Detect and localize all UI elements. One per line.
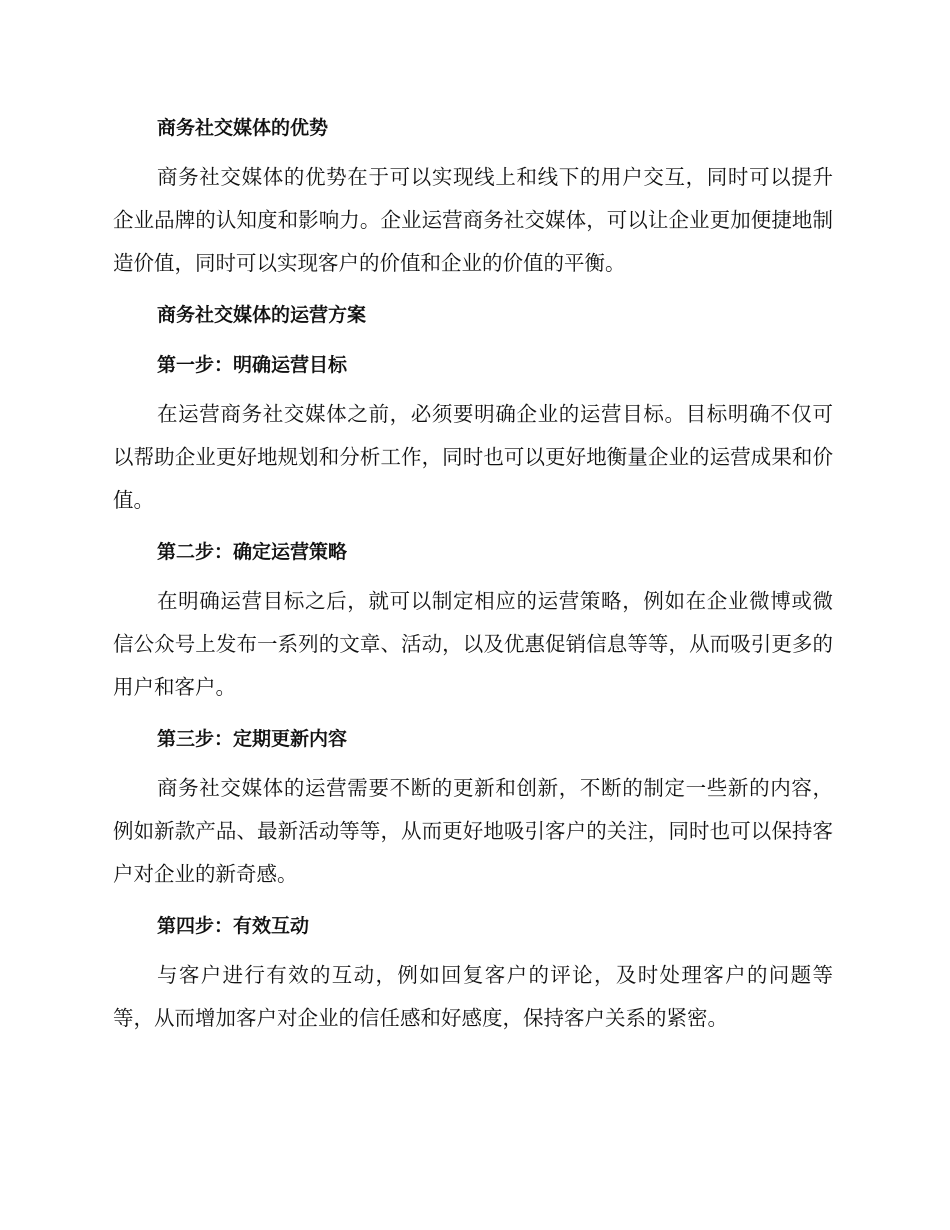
section-paragraph-step-one: 在运营商务社交媒体之前，必须要明确企业的运营目标。目标明确不仅可以帮助企业更好地规划和分析工作，同时也可以更好地衡量企业的运营成果和价值。 — [113, 402, 833, 512]
document-body — [113, 108, 833, 1044]
section-paragraph-advantages: 商务社交媒体的优势在于可以实现线上和线下的用户交互，同时可以提升企业品牌的认知度和影响力。企业运营商务社交媒体，可以让企业更加便捷地制造价值，同时可以实现客户的价值和企业的价值的平衡。 — [113, 165, 833, 275]
section-heading-step-three: 第三步：定期更新内容 — [157, 728, 348, 750]
section-heading-step-four: 第四步：有效互动 — [157, 915, 310, 937]
section-paragraph-step-three: 商务社交媒体的运营需要不断的更新和创新，不断的制定一些新的内容，例如新款产品、最新活动等等，从而更好地吸引客户的关注，同时也可以保持客户对企业的新奇感。 — [113, 776, 833, 886]
section-heading-advantages: 商务社交媒体的优势 — [157, 117, 329, 139]
section-heading-operation-plan: 商务社交媒体的运营方案 — [157, 304, 367, 326]
section-paragraph-step-four: 与客户进行有效的互动，例如回复客户的评论，及时处理客户的问题等等，从而增加客户对企业的信任感和好感度，保持客户关系的紧密。 — [113, 963, 833, 1030]
section-paragraph-step-two: 在明确运营目标之后，就可以制定相应的运营策略，例如在企业微博或微信公众号上发布一系列的文章、活动，以及优惠促销信息等等，从而吸引更多的用户和客户。 — [113, 589, 833, 699]
section-heading-step-two: 第二步：确定运营策略 — [157, 541, 348, 563]
section-heading-step-one: 第一步：明确运营目标 — [157, 354, 348, 376]
